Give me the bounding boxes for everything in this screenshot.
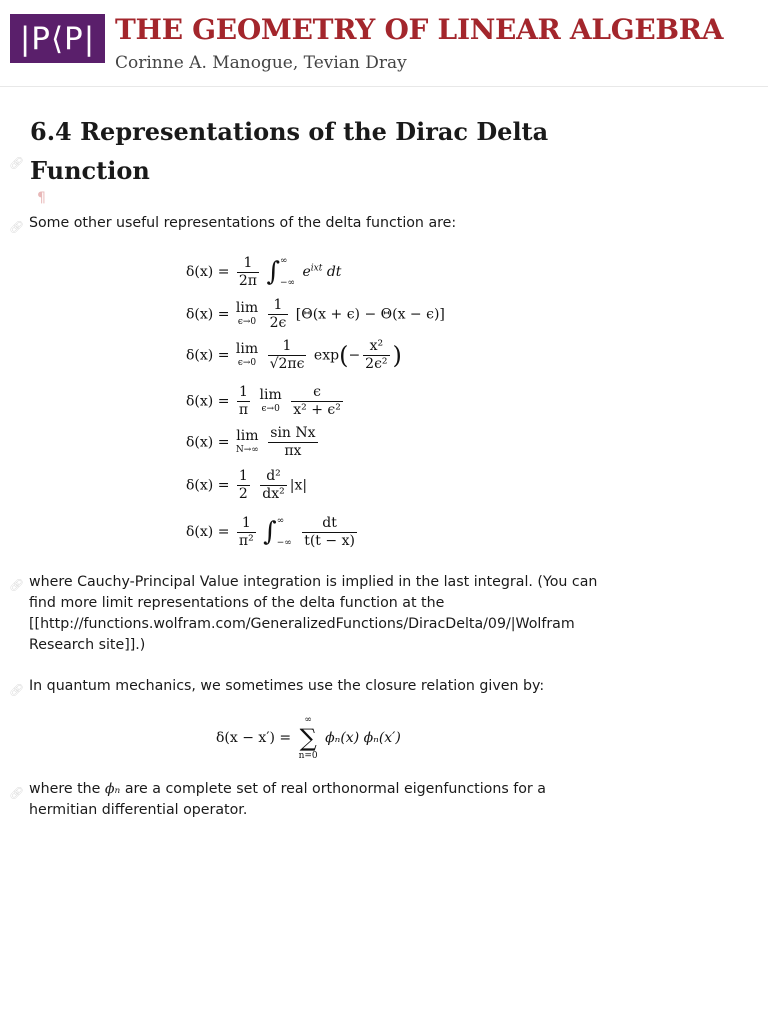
publisher-logo[interactable] xyxy=(10,14,105,63)
closing-paragraph: where the ϕₙ are a complete set of real orthonormal eigenfunctions for a hermitian differential operator. xyxy=(29,781,546,818)
intro-paragraph: Some other useful representations of the delta function are: xyxy=(29,215,457,231)
link-icon[interactable]: 🔗︎ xyxy=(9,578,25,592)
equation-5: δ(x) = lim N→∞ $\frac{\text{sin Nx}}{\pi x}$ xyxy=(186,425,316,459)
link-icon[interactable]: 🔗︎ xyxy=(9,683,25,697)
closure-equation: δ(x − x′) = ∞ ∑ n=0 ϕₙ(x) ϕₙ(x′) xyxy=(216,715,401,761)
book-title[interactable]: THE GEOMETRY OF LINEAR ALGEBRA xyxy=(115,13,724,46)
header-divider xyxy=(0,86,768,87)
equation-1: δ(x) = $\frac{1}{2\pi}$ ∫ ∞ −∞ $e^{ixt}$ dt xyxy=(186,254,342,289)
link-icon[interactable]: 🔗︎ xyxy=(9,220,25,234)
equation-2: δ(x) = lim ϵ→0 $\frac{1}{2\epsilon}$ [Θ(x + ϵ) − Θ(x − ϵ)] xyxy=(186,297,445,331)
section-title: 6.4 Representations of the Dirac Delta Function xyxy=(30,117,549,185)
link-icon[interactable]: 🔗︎ xyxy=(9,156,25,170)
logo-text: |P⟨P| xyxy=(19,20,96,57)
quantum-paragraph: In quantum mechanics, we sometimes use the closure relation given by: xyxy=(29,678,545,694)
equation-3: δ(x) = lim ϵ→0 $\frac{1}{√2\pi\epsilon}$ exp(− $\frac{\text{x²}}{\text{2ϵ²}}$ ) xyxy=(186,338,402,372)
cauchy-paragraph: where Cauchy-Principal Value integration is implied in the last integral. (You can find more limit representations of the delta function at the [[http://functions.wolfram.com/GeneralizedFunctions/DiracDelta/09/|Wolfram Research site]].) xyxy=(29,574,598,653)
pilcrow-icon[interactable]: ¶ xyxy=(37,190,46,206)
equation-7: δ(x) = $\frac{1}{\text{π²}}$ ∫ ∞ −∞ $\frac{dt}{t(t - x)}$ xyxy=(186,514,355,549)
book-authors: Corinne A. Manogue, Tevian Dray xyxy=(115,53,407,73)
equation-4: δ(x) = $\frac{1}{\pi}$ lim ϵ→0 $\frac{\epsilon}{\text{x² + ϵ²}}$ xyxy=(186,384,341,418)
phi-n-symbol: ϕₙ xyxy=(104,781,121,797)
link-icon[interactable]: 🔗︎ xyxy=(9,786,25,800)
equation-6: δ(x) = $\frac{1}{2}$ $\frac{\text{d²}}{\text{dx²}}$ |x| xyxy=(186,468,308,502)
